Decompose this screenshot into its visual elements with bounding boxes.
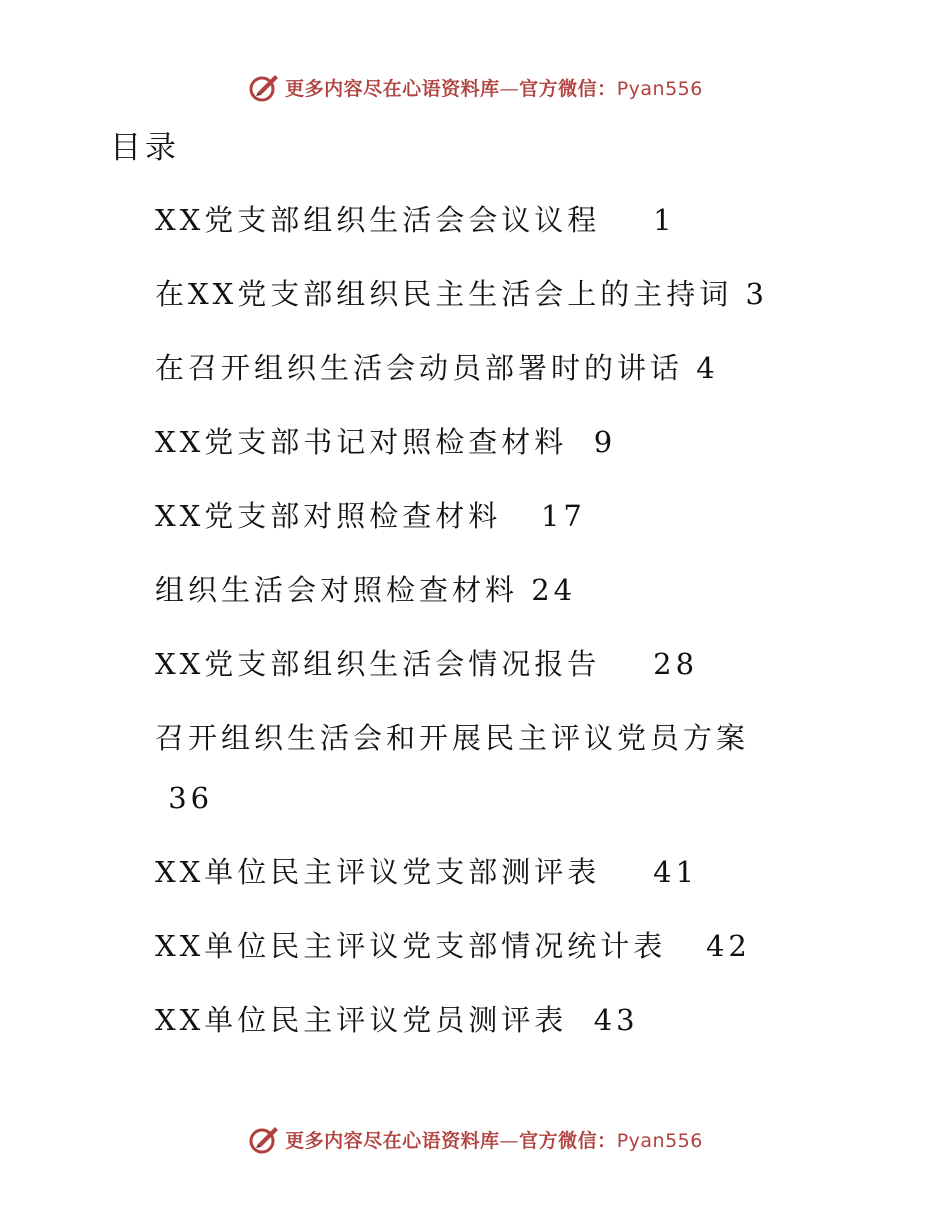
- toc-entry: [155, 560, 835, 620]
- toc-entry-title: 在XX党支部组织民主生活会上的主持词: [155, 277, 733, 311]
- footer-watermark-banner: [0, 1122, 950, 1156]
- toc-entry: [155, 338, 835, 398]
- toc-entry-title: 组织生活会对照检查材料: [155, 573, 519, 607]
- quill-pen-logo-icon: [247, 70, 281, 104]
- toc-entry-title: 召开组织生活会和开展民主评议党员方案: [155, 721, 750, 755]
- toc-entry-title: XX单位民主评议党员测评表: [155, 1003, 568, 1037]
- toc-entry: [155, 916, 835, 976]
- toc-entry-title: 在召开组织生活会动员部署时的讲话: [155, 351, 684, 385]
- toc-entry-page: 9: [593, 425, 617, 459]
- header-watermark-banner: [0, 70, 950, 104]
- quill-pen-logo-icon: [247, 1122, 281, 1156]
- toc-entry-page: 17: [540, 499, 586, 533]
- toc-heading: 目录: [110, 130, 180, 166]
- toc-entry-title: XX党支部书记对照检查材料: [155, 425, 568, 459]
- toc-entry-page: 36: [168, 781, 214, 815]
- toc-entry-title: XX党支部组织生活会情况报告: [155, 647, 601, 681]
- toc-entry-page: 24: [531, 573, 577, 607]
- toc-entry-page: 4: [696, 351, 719, 385]
- toc-entry: [155, 412, 835, 472]
- toc-entry-page: 42: [705, 929, 751, 963]
- table-of-contents: [155, 190, 835, 1064]
- toc-entry: [155, 708, 795, 828]
- toc-entry-title: XX党支部组织生活会会议议程: [155, 203, 601, 237]
- toc-entry: [155, 990, 835, 1050]
- watermark-text: 更多内容尽在心语资料库—官方微信：Pyan556: [285, 77, 703, 100]
- toc-entry: [155, 486, 835, 546]
- toc-entry-page: 41: [653, 855, 699, 889]
- toc-entry: [155, 842, 835, 902]
- toc-entry-page: 43: [593, 1003, 639, 1037]
- toc-entry-title: XX单位民主评议党支部测评表: [155, 855, 601, 889]
- toc-entry-title: XX党支部对照检查材料: [155, 499, 502, 533]
- watermark-text: 更多内容尽在心语资料库—官方微信：Pyan556: [285, 1129, 703, 1152]
- toc-entry-page: 1: [653, 203, 676, 237]
- toc-entry-page: 28: [653, 647, 699, 681]
- toc-entry-title: XX单位民主评议党支部情况统计表: [155, 929, 667, 963]
- toc-entry: [155, 264, 835, 324]
- toc-entry: [155, 190, 835, 250]
- toc-entry: [155, 634, 835, 694]
- toc-entry-page: 3: [745, 277, 768, 311]
